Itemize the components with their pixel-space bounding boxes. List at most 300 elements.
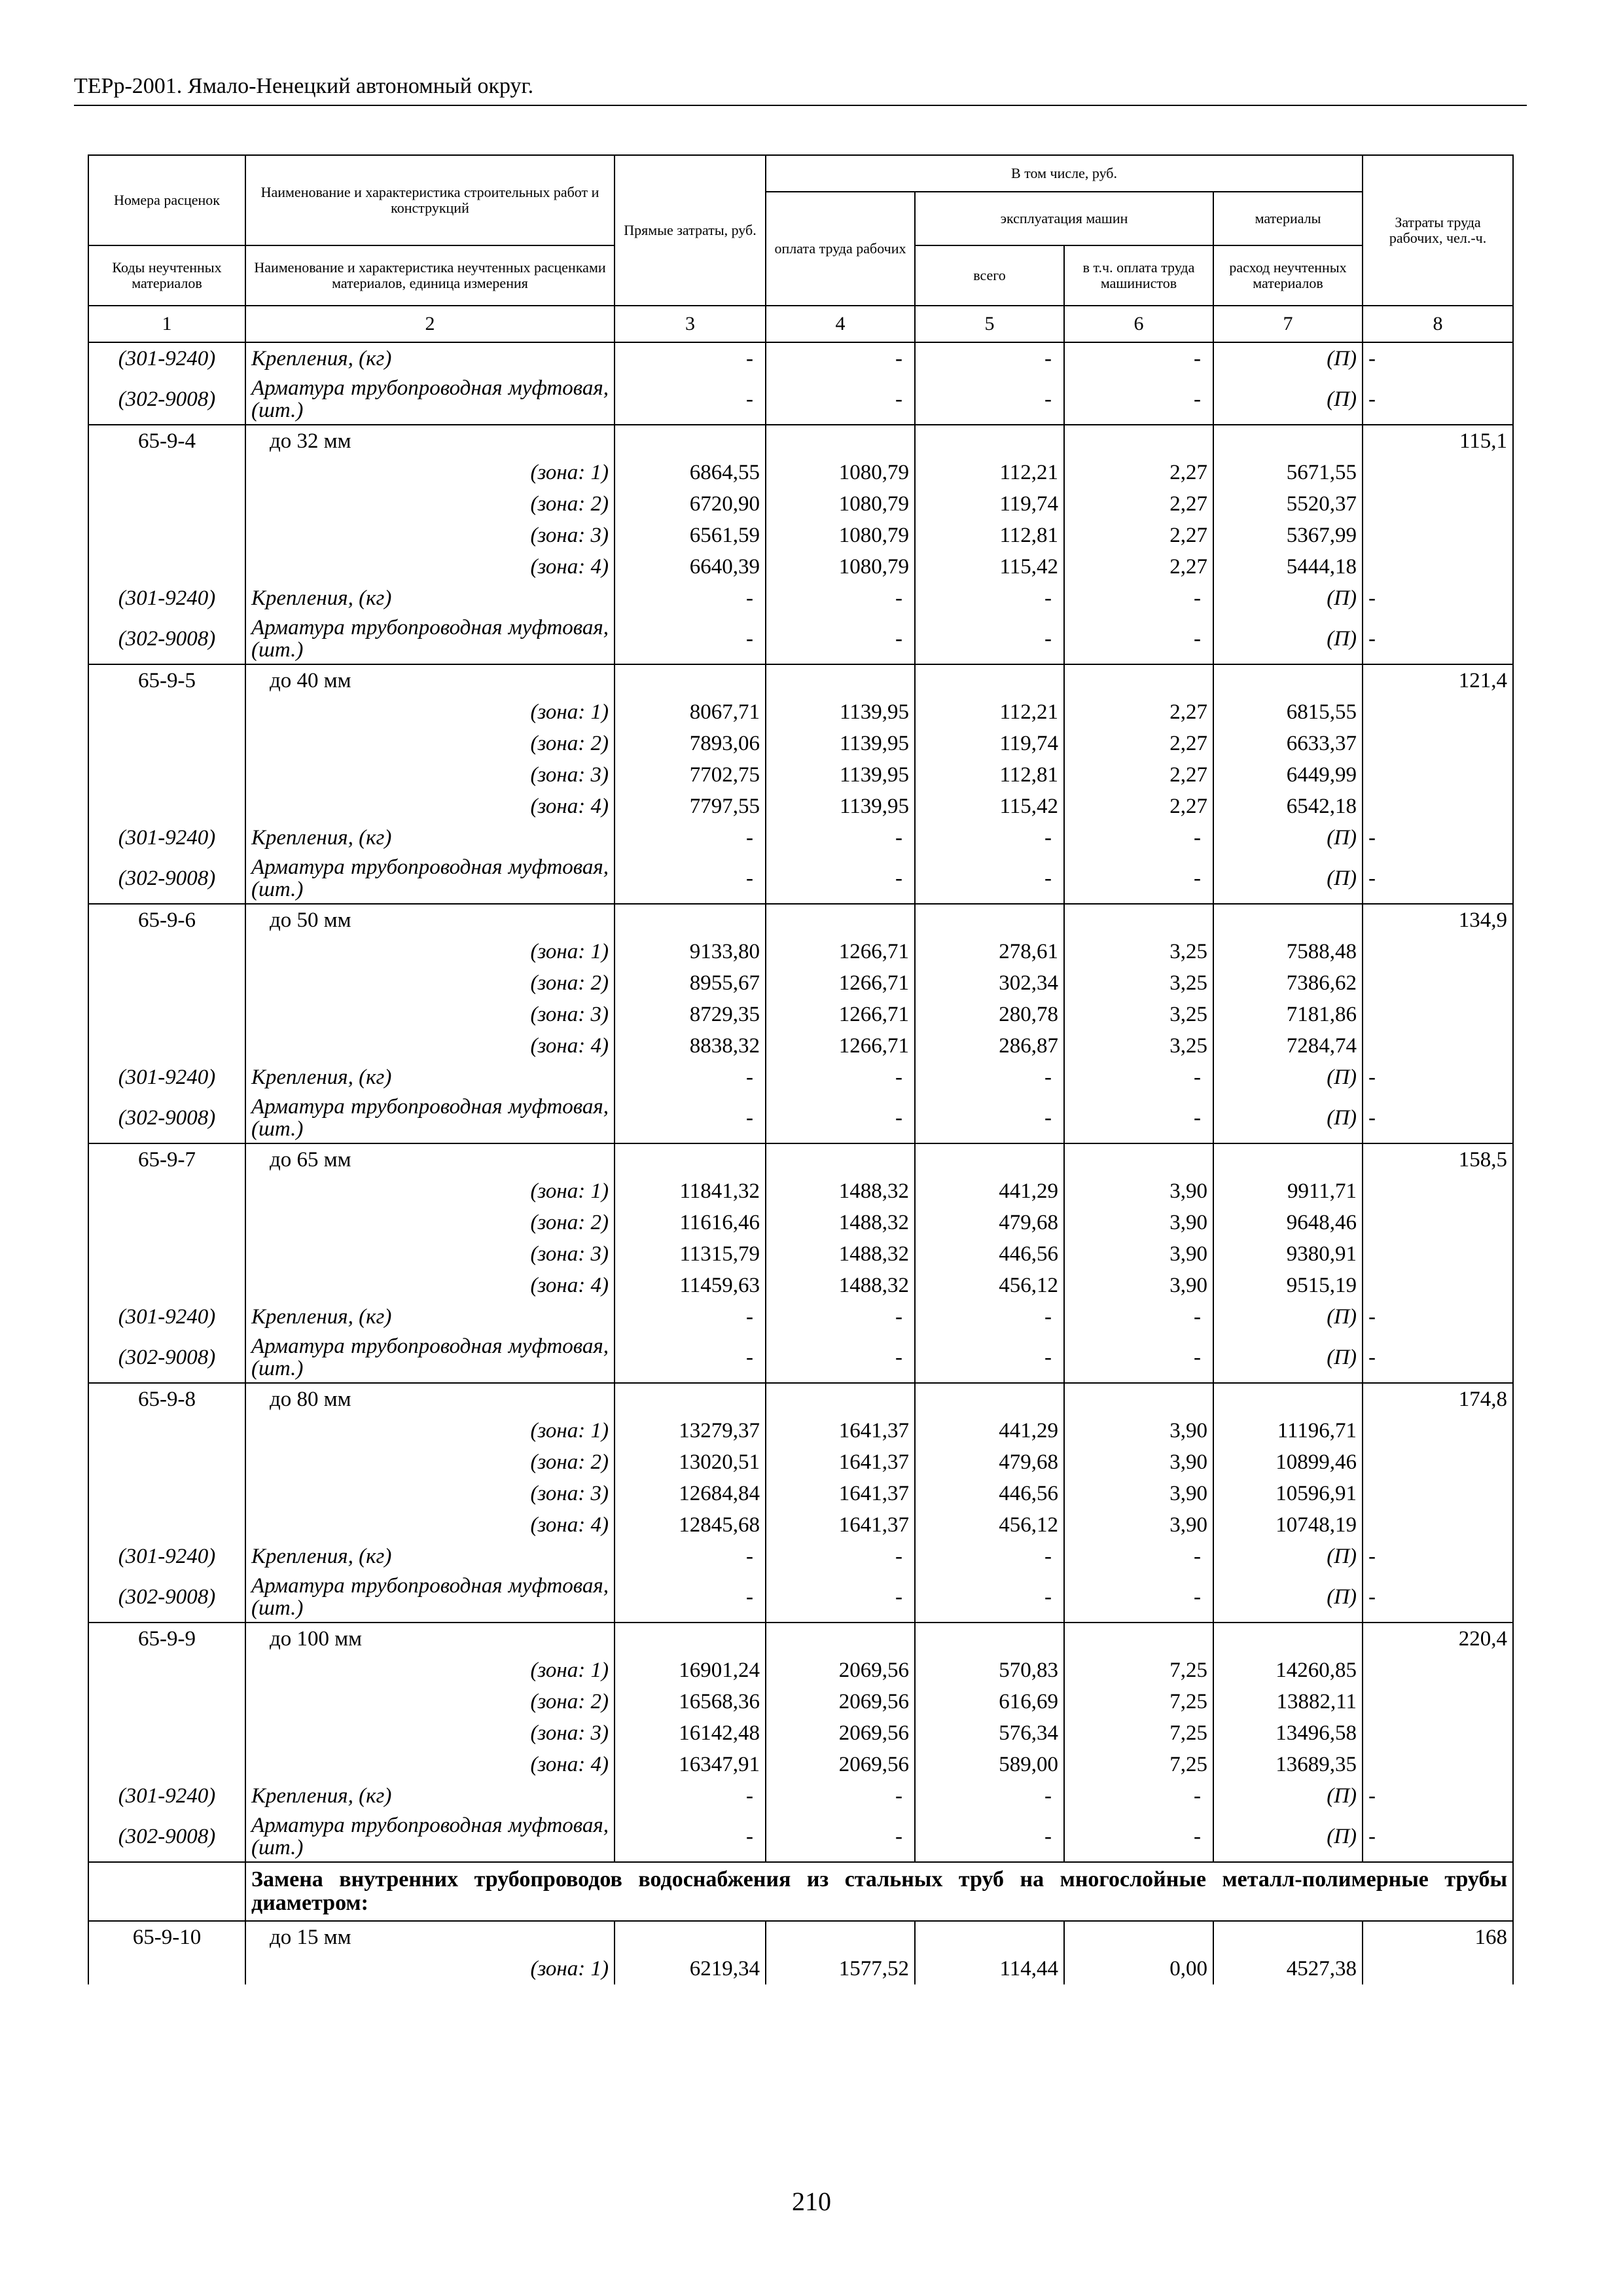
material-c8: - bbox=[1363, 853, 1513, 904]
material-row bbox=[88, 374, 1513, 425]
material-c7: (П) bbox=[1213, 374, 1363, 425]
zone-c3: 6864,55 bbox=[615, 457, 766, 488]
zone-c7: 6633,37 bbox=[1213, 728, 1363, 759]
zone-c3: 7797,55 bbox=[615, 791, 766, 822]
zone-label: (зона: 1) bbox=[245, 1175, 615, 1207]
zone-c3: 12684,84 bbox=[615, 1478, 766, 1509]
zone-c3: 8067,71 bbox=[615, 696, 766, 728]
empty-cell bbox=[1363, 1953, 1513, 1984]
material-code: (301-9240) bbox=[88, 1062, 245, 1093]
zone-c7: 5520,37 bbox=[1213, 488, 1363, 520]
material-c3: - bbox=[615, 822, 766, 853]
header-direct-costs: Прямые затраты, руб. bbox=[615, 155, 766, 306]
document-header-title: ТЕРр-2001. Ямало-Ненецкий автономный округ. bbox=[74, 74, 534, 98]
labor-costs: 158,5 bbox=[1363, 1143, 1513, 1175]
header-worker-pay: оплата труда рабочих bbox=[766, 192, 915, 306]
material-c4: - bbox=[766, 1301, 915, 1333]
zone-row bbox=[88, 1509, 1513, 1541]
empty-cell bbox=[1363, 967, 1513, 999]
empty-cell bbox=[766, 1623, 915, 1655]
zone-c3: 16901,24 bbox=[615, 1655, 766, 1686]
column-number: 4 bbox=[766, 306, 915, 342]
rate-row bbox=[88, 1623, 1513, 1655]
zone-c6: 2,27 bbox=[1064, 696, 1213, 728]
zone-c4: 1641,37 bbox=[766, 1446, 915, 1478]
page-number: 210 bbox=[792, 2187, 831, 2216]
material-code: (302-9008) bbox=[88, 1093, 245, 1143]
material-row bbox=[88, 614, 1513, 664]
zone-c3: 11616,46 bbox=[615, 1207, 766, 1238]
material-c8: - bbox=[1363, 1062, 1513, 1093]
zone-c5: 589,00 bbox=[915, 1749, 1064, 1780]
material-name: Арматура трубопроводная муфтовая, (шт.) bbox=[245, 614, 615, 664]
empty-cell bbox=[1064, 425, 1213, 457]
zone-c5: 119,74 bbox=[915, 488, 1064, 520]
zone-c3: 13279,37 bbox=[615, 1415, 766, 1446]
material-c6: - bbox=[1064, 1780, 1213, 1812]
empty-cell bbox=[1363, 1717, 1513, 1749]
zone-label: (зона: 2) bbox=[245, 967, 615, 999]
material-c4: - bbox=[766, 1541, 915, 1572]
zone-c4: 1266,71 bbox=[766, 967, 915, 999]
empty-cell bbox=[1064, 1383, 1213, 1415]
material-name: Крепления, (кг) bbox=[245, 822, 615, 853]
empty-cell bbox=[1363, 1446, 1513, 1478]
zone-c5: 616,69 bbox=[915, 1686, 1064, 1717]
empty-cell bbox=[88, 791, 245, 822]
header-machine-total: всего bbox=[915, 245, 1064, 306]
zone-row bbox=[88, 728, 1513, 759]
empty-cell bbox=[1363, 999, 1513, 1030]
section-title: Замена внутренних трубопроводов водоснабжения из стальных труб на многослойные металл-полимерные трубы диаметром: bbox=[245, 1862, 1513, 1921]
zone-c3: 11459,63 bbox=[615, 1270, 766, 1301]
empty-cell bbox=[88, 936, 245, 967]
zone-c5: 479,68 bbox=[915, 1446, 1064, 1478]
material-c5: - bbox=[915, 342, 1064, 374]
zone-label: (зона: 2) bbox=[245, 1686, 615, 1717]
empty-cell bbox=[1363, 488, 1513, 520]
zone-c3: 6561,59 bbox=[615, 520, 766, 551]
empty-cell bbox=[615, 664, 766, 696]
header-rule bbox=[74, 105, 1527, 106]
material-c3: - bbox=[615, 1333, 766, 1383]
zone-label: (зона: 1) bbox=[245, 696, 615, 728]
zone-c7: 6815,55 bbox=[1213, 696, 1363, 728]
zone-c5: 280,78 bbox=[915, 999, 1064, 1030]
zone-c7: 7386,62 bbox=[1213, 967, 1363, 999]
material-c6: - bbox=[1064, 1812, 1213, 1862]
labor-costs: 168 bbox=[1363, 1921, 1513, 1953]
header-work-name: Наименование и характеристика строительных работ и конструкций bbox=[245, 155, 615, 245]
empty-cell bbox=[88, 1446, 245, 1478]
zone-c5: 112,81 bbox=[915, 759, 1064, 791]
zone-c6: 2,27 bbox=[1064, 728, 1213, 759]
material-name: Арматура трубопроводная муфтовая, (шт.) bbox=[245, 1812, 615, 1862]
rate-name: до 100 мм bbox=[245, 1623, 615, 1655]
zone-c5: 302,34 bbox=[915, 967, 1064, 999]
zone-row bbox=[88, 696, 1513, 728]
zone-c5: 446,56 bbox=[915, 1478, 1064, 1509]
rate-row bbox=[88, 425, 1513, 457]
zone-c5: 115,42 bbox=[915, 551, 1064, 583]
material-c4: - bbox=[766, 342, 915, 374]
zone-c7: 10899,46 bbox=[1213, 1446, 1363, 1478]
material-row bbox=[88, 1572, 1513, 1623]
header-unaccounted-materials: расход неучтенных материалов bbox=[1213, 245, 1363, 306]
zone-row bbox=[88, 967, 1513, 999]
zone-c6: 3,90 bbox=[1064, 1415, 1213, 1446]
table-header bbox=[88, 155, 1513, 342]
zone-c5: 112,81 bbox=[915, 520, 1064, 551]
zone-c4: 1266,71 bbox=[766, 999, 915, 1030]
material-name: Крепления, (кг) bbox=[245, 1062, 615, 1093]
zone-c7: 7181,86 bbox=[1213, 999, 1363, 1030]
zone-row bbox=[88, 1415, 1513, 1446]
zone-row bbox=[88, 936, 1513, 967]
empty-cell bbox=[88, 1717, 245, 1749]
labor-costs: 121,4 bbox=[1363, 664, 1513, 696]
zone-c6: 2,27 bbox=[1064, 791, 1213, 822]
zone-c4: 1266,71 bbox=[766, 936, 915, 967]
zone-c7: 13689,35 bbox=[1213, 1749, 1363, 1780]
material-c6: - bbox=[1064, 1301, 1213, 1333]
material-c5: - bbox=[915, 614, 1064, 664]
rate-name: до 32 мм bbox=[245, 425, 615, 457]
zone-row bbox=[88, 457, 1513, 488]
zone-c3: 7893,06 bbox=[615, 728, 766, 759]
empty-cell bbox=[766, 904, 915, 936]
zone-c6: 2,27 bbox=[1064, 488, 1213, 520]
material-c5: - bbox=[915, 853, 1064, 904]
zone-c6: 7,25 bbox=[1064, 1717, 1213, 1749]
zone-c6: 3,90 bbox=[1064, 1207, 1213, 1238]
material-row bbox=[88, 822, 1513, 853]
empty-cell bbox=[915, 664, 1064, 696]
zone-label: (зона: 2) bbox=[245, 1207, 615, 1238]
rate-row bbox=[88, 1143, 1513, 1175]
rate-code: 65-9-9 bbox=[88, 1623, 245, 1655]
zone-c5: 446,56 bbox=[915, 1238, 1064, 1270]
zone-c6: 2,27 bbox=[1064, 457, 1213, 488]
empty-cell bbox=[88, 999, 245, 1030]
zone-c7: 9380,91 bbox=[1213, 1238, 1363, 1270]
material-c3: - bbox=[615, 1062, 766, 1093]
material-c8: - bbox=[1363, 1333, 1513, 1383]
empty-cell bbox=[1363, 1175, 1513, 1207]
zone-c4: 2069,56 bbox=[766, 1717, 915, 1749]
zone-label: (зона: 3) bbox=[245, 759, 615, 791]
material-code: (302-9008) bbox=[88, 1812, 245, 1862]
zone-label: (зона: 1) bbox=[245, 1415, 615, 1446]
material-c7: (П) bbox=[1213, 614, 1363, 664]
zone-c5: 441,29 bbox=[915, 1415, 1064, 1446]
zone-row bbox=[88, 1478, 1513, 1509]
empty-cell bbox=[1363, 1509, 1513, 1541]
material-name: Крепления, (кг) bbox=[245, 1301, 615, 1333]
zone-c4: 1641,37 bbox=[766, 1478, 915, 1509]
zone-label: (зона: 3) bbox=[245, 1478, 615, 1509]
zone-row bbox=[88, 1686, 1513, 1717]
material-c4: - bbox=[766, 1780, 915, 1812]
table-body bbox=[88, 342, 1513, 1984]
material-c3: - bbox=[615, 1093, 766, 1143]
material-c8: - bbox=[1363, 1301, 1513, 1333]
empty-cell bbox=[88, 728, 245, 759]
empty-cell bbox=[88, 551, 245, 583]
material-c7: (П) bbox=[1213, 1093, 1363, 1143]
rate-name: до 65 мм bbox=[245, 1143, 615, 1175]
empty-cell bbox=[766, 1143, 915, 1175]
section-row bbox=[88, 1862, 1513, 1921]
zone-row bbox=[88, 1749, 1513, 1780]
zone-c6: 3,90 bbox=[1064, 1509, 1213, 1541]
zone-c4: 2069,56 bbox=[766, 1686, 915, 1717]
zone-c3: 16347,91 bbox=[615, 1749, 766, 1780]
zone-row bbox=[88, 999, 1513, 1030]
zone-row bbox=[88, 1953, 1513, 1984]
zone-c7: 11196,71 bbox=[1213, 1415, 1363, 1446]
material-c3: - bbox=[615, 374, 766, 425]
material-code: (301-9240) bbox=[88, 1301, 245, 1333]
material-c3: - bbox=[615, 1572, 766, 1623]
material-c4: - bbox=[766, 1062, 915, 1093]
zone-row bbox=[88, 1270, 1513, 1301]
empty-cell bbox=[88, 1862, 245, 1921]
zone-c6: 3,90 bbox=[1064, 1478, 1213, 1509]
material-c6: - bbox=[1064, 374, 1213, 425]
zone-c7: 14260,85 bbox=[1213, 1655, 1363, 1686]
empty-cell bbox=[1213, 1143, 1363, 1175]
zone-row bbox=[88, 1717, 1513, 1749]
empty-cell bbox=[915, 1383, 1064, 1415]
zone-c5: 112,21 bbox=[915, 696, 1064, 728]
material-c6: - bbox=[1064, 1333, 1213, 1383]
material-row bbox=[88, 853, 1513, 904]
material-c3: - bbox=[615, 583, 766, 614]
material-c4: - bbox=[766, 822, 915, 853]
column-number: 3 bbox=[615, 306, 766, 342]
zone-row bbox=[88, 759, 1513, 791]
zone-c5: 112,21 bbox=[915, 457, 1064, 488]
empty-cell bbox=[915, 1143, 1064, 1175]
zone-c6: 2,27 bbox=[1064, 520, 1213, 551]
zone-c4: 1080,79 bbox=[766, 551, 915, 583]
material-row bbox=[88, 1333, 1513, 1383]
zone-label: (зона: 1) bbox=[245, 1655, 615, 1686]
empty-cell bbox=[766, 425, 915, 457]
material-code: (301-9240) bbox=[88, 1780, 245, 1812]
empty-cell bbox=[88, 1207, 245, 1238]
empty-cell bbox=[88, 1238, 245, 1270]
column-number: 2 bbox=[245, 306, 615, 342]
zone-c4: 1139,95 bbox=[766, 791, 915, 822]
empty-cell bbox=[1363, 1030, 1513, 1062]
material-c5: - bbox=[915, 1541, 1064, 1572]
material-c4: - bbox=[766, 853, 915, 904]
material-c3: - bbox=[615, 1780, 766, 1812]
material-c5: - bbox=[915, 1093, 1064, 1143]
empty-cell bbox=[1064, 1921, 1213, 1953]
material-c7: (П) bbox=[1213, 1541, 1363, 1572]
empty-cell bbox=[1213, 1623, 1363, 1655]
material-code: (302-9008) bbox=[88, 614, 245, 664]
empty-cell bbox=[915, 1623, 1064, 1655]
zone-c7: 13882,11 bbox=[1213, 1686, 1363, 1717]
zone-label: (зона: 4) bbox=[245, 1749, 615, 1780]
material-c5: - bbox=[915, 1780, 1064, 1812]
material-c7: (П) bbox=[1213, 853, 1363, 904]
rate-row bbox=[88, 1383, 1513, 1415]
material-c7: (П) bbox=[1213, 1301, 1363, 1333]
zone-c4: 1577,52 bbox=[766, 1953, 915, 1984]
material-c8: - bbox=[1363, 1780, 1513, 1812]
material-c8: - bbox=[1363, 374, 1513, 425]
material-c3: - bbox=[615, 342, 766, 374]
zone-c6: 3,25 bbox=[1064, 967, 1213, 999]
zone-c4: 1641,37 bbox=[766, 1509, 915, 1541]
zone-c5: 278,61 bbox=[915, 936, 1064, 967]
zone-c4: 1488,32 bbox=[766, 1270, 915, 1301]
material-c3: - bbox=[615, 1301, 766, 1333]
empty-cell bbox=[615, 1921, 766, 1953]
empty-cell bbox=[1213, 664, 1363, 696]
zone-c4: 2069,56 bbox=[766, 1749, 915, 1780]
empty-cell bbox=[766, 664, 915, 696]
zone-c7: 9648,46 bbox=[1213, 1207, 1363, 1238]
zone-c4: 1080,79 bbox=[766, 520, 915, 551]
labor-costs: 134,9 bbox=[1363, 904, 1513, 936]
empty-cell bbox=[1064, 664, 1213, 696]
zone-label: (зона: 3) bbox=[245, 1238, 615, 1270]
material-row bbox=[88, 1062, 1513, 1093]
zone-label: (зона: 2) bbox=[245, 488, 615, 520]
zone-c7: 10596,91 bbox=[1213, 1478, 1363, 1509]
zone-c6: 3,90 bbox=[1064, 1446, 1213, 1478]
empty-cell bbox=[1363, 759, 1513, 791]
header-material-codes: Коды неучтенных материалов bbox=[88, 245, 245, 306]
empty-cell bbox=[1363, 1686, 1513, 1717]
material-row bbox=[88, 1301, 1513, 1333]
zone-c7: 7588,48 bbox=[1213, 936, 1363, 967]
zone-c6: 3,25 bbox=[1064, 1030, 1213, 1062]
zone-row bbox=[88, 791, 1513, 822]
material-c6: - bbox=[1064, 853, 1213, 904]
empty-cell bbox=[88, 1509, 245, 1541]
material-name: Крепления, (кг) bbox=[245, 583, 615, 614]
column-number: 5 bbox=[915, 306, 1064, 342]
material-c3: - bbox=[615, 1541, 766, 1572]
zone-c7: 4527,38 bbox=[1213, 1953, 1363, 1984]
empty-cell bbox=[915, 1921, 1064, 1953]
header-rate-numbers: Номера расценок bbox=[88, 155, 245, 245]
material-c5: - bbox=[915, 583, 1064, 614]
material-row bbox=[88, 1093, 1513, 1143]
zone-c7: 6449,99 bbox=[1213, 759, 1363, 791]
material-code: (301-9240) bbox=[88, 583, 245, 614]
material-c3: - bbox=[615, 614, 766, 664]
zone-c5: 576,34 bbox=[915, 1717, 1064, 1749]
material-c7: (П) bbox=[1213, 1333, 1363, 1383]
zone-c5: 456,12 bbox=[915, 1509, 1064, 1541]
empty-cell bbox=[1363, 791, 1513, 822]
zone-row bbox=[88, 1207, 1513, 1238]
rate-row bbox=[88, 904, 1513, 936]
material-code: (301-9240) bbox=[88, 822, 245, 853]
empty-cell bbox=[1363, 1749, 1513, 1780]
zone-c6: 3,90 bbox=[1064, 1238, 1213, 1270]
material-c7: (П) bbox=[1213, 822, 1363, 853]
material-c8: - bbox=[1363, 583, 1513, 614]
material-code: (301-9240) bbox=[88, 1541, 245, 1572]
material-c8: - bbox=[1363, 1812, 1513, 1862]
empty-cell bbox=[1064, 1143, 1213, 1175]
zone-label: (зона: 4) bbox=[245, 1270, 615, 1301]
zone-row bbox=[88, 551, 1513, 583]
material-c7: (П) bbox=[1213, 583, 1363, 614]
material-c8: - bbox=[1363, 822, 1513, 853]
zone-c4: 1139,95 bbox=[766, 759, 915, 791]
empty-cell bbox=[1363, 696, 1513, 728]
zone-label: (зона: 4) bbox=[245, 791, 615, 822]
material-c8: - bbox=[1363, 614, 1513, 664]
empty-cell bbox=[88, 1270, 245, 1301]
zone-c5: 479,68 bbox=[915, 1207, 1064, 1238]
zone-c4: 2069,56 bbox=[766, 1655, 915, 1686]
material-code: (302-9008) bbox=[88, 1333, 245, 1383]
zone-label: (зона: 3) bbox=[245, 1717, 615, 1749]
material-c6: - bbox=[1064, 614, 1213, 664]
zone-label: (зона: 2) bbox=[245, 1446, 615, 1478]
material-name: Арматура трубопроводная муфтовая, (шт.) bbox=[245, 1333, 615, 1383]
zone-c7: 6542,18 bbox=[1213, 791, 1363, 822]
material-name: Крепления, (кг) bbox=[245, 1541, 615, 1572]
zone-row bbox=[88, 1655, 1513, 1686]
material-name: Арматура трубопроводная муфтовая, (шт.) bbox=[245, 1093, 615, 1143]
material-c5: - bbox=[915, 1301, 1064, 1333]
column-number: 8 bbox=[1363, 306, 1513, 342]
material-c6: - bbox=[1064, 822, 1213, 853]
empty-cell bbox=[88, 520, 245, 551]
material-c8: - bbox=[1363, 1093, 1513, 1143]
material-c4: - bbox=[766, 1572, 915, 1623]
rate-name: до 50 мм bbox=[245, 904, 615, 936]
zone-label: (зона: 3) bbox=[245, 520, 615, 551]
rate-code: 65-9-4 bbox=[88, 425, 245, 457]
empty-cell bbox=[88, 696, 245, 728]
material-c8: - bbox=[1363, 1541, 1513, 1572]
zone-c7: 5671,55 bbox=[1213, 457, 1363, 488]
zone-c3: 11315,79 bbox=[615, 1238, 766, 1270]
material-row bbox=[88, 342, 1513, 374]
zone-c4: 1641,37 bbox=[766, 1415, 915, 1446]
zone-c3: 6219,34 bbox=[615, 1953, 766, 1984]
empty-cell bbox=[1363, 936, 1513, 967]
material-c6: - bbox=[1064, 1541, 1213, 1572]
zone-c7: 5367,99 bbox=[1213, 520, 1363, 551]
labor-costs: 115,1 bbox=[1363, 425, 1513, 457]
material-row bbox=[88, 583, 1513, 614]
zone-row bbox=[88, 1446, 1513, 1478]
empty-cell bbox=[88, 1175, 245, 1207]
material-c4: - bbox=[766, 583, 915, 614]
rates-table bbox=[88, 154, 1514, 1984]
empty-cell bbox=[88, 1478, 245, 1509]
material-row bbox=[88, 1541, 1513, 1572]
material-c7: (П) bbox=[1213, 1062, 1363, 1093]
zone-c6: 7,25 bbox=[1064, 1749, 1213, 1780]
zone-c4: 1266,71 bbox=[766, 1030, 915, 1062]
material-c7: (П) bbox=[1213, 342, 1363, 374]
